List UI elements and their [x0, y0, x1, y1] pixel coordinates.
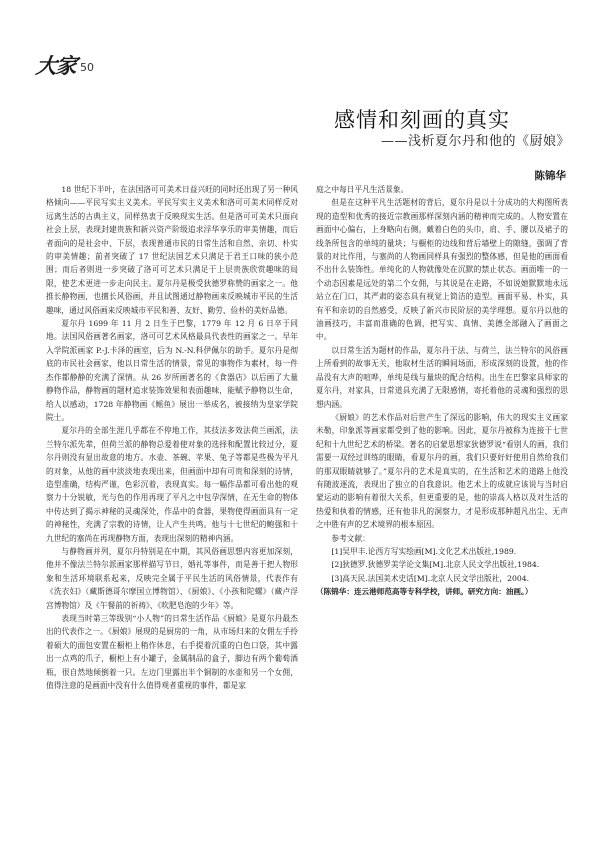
right-column [316, 183, 568, 599]
reference-item: [1]吴甲丰.论西方写实绘画[M].文化艺术出版社,1989. [331, 546, 517, 556]
page-header [36, 50, 94, 80]
author-bio: （陈锦华：连云港师范高等专科学校，讲师。研究方向：油画。） [316, 587, 533, 597]
journal-logo: 大家 [34, 54, 78, 78]
reference-item: [3]高天民.法国美术史话[M].北京人民文学出版社，2004. [331, 573, 530, 583]
paragraph: 庭之中每日平凡生活景象。 [316, 185, 409, 194]
left-column [46, 183, 298, 692]
paragraph: 夏尔丹的全部生涯几乎都在不停地工作，其技法多效法荷兰画派，法兰特尔派先辈，但荷兰派的静物总爱着使对象的选择和配置比较过分，夏尔丹则没有显出故意的地方。水壶、茶碗、苹果、兔子等都是些极为平凡的对象，从他的画中淡淡地表现出来，但画面中却有可贵和深刻的诗情，造型准确，结构严谨，色彩沉着，表现真实。每一幅作品都可看出他的观察力十分锐敏，光与色的作用再现了平凡之中包孕深情，在无生命的物体中传达到了揭示神秘的灵魂深处，作品中的食器，果物使得画面具有一定的神秘性，充满了宗教的诗情，让人产生共鸣。他与十七世纪的鲍强和十九世纪的塞尚在再现静物方面，表现出深刻的精神内涵。 [46, 426, 298, 543]
paragraph: 《厨娘》的艺术作品对后世产生了深远的影响，伟大的现实主义画家米勒，印象派等画家都受到了他的影响。因此，夏尔丹被称为连接于七世纪和十九世纪艺术的桥梁。著名的启蒙思想家狄德罗说“看别人的画，我们需要一双经过训练的眼睛，看夏尔丹的画，我们只要好好使用自然给我们的那双眼睛就够了。”夏尔丹的艺术是真实的，在生活和艺术的道路上他没有随波逐流，表现出了独立的自我意识。他艺术上的成就应该说与当时启蒙运动的影响有着很大关系，但更重要的是，他的崇高人格以及对生活的热爱和执着的情感，还有他非凡的洞察力，才是形成那种超凡出尘、无声之中胜有声的艺术境界的根本原因。 [316, 412, 568, 530]
paragraph: 18 世纪下半叶，在法国洛可可美术日益兴旺的同时还出现了另一种风格倾向——平民写实主义美术。平民写实主义美术和洛可可美术同样反对远离生活的古典主义，同样热衷于反映现实生活。但是洛可可美术只面向社会上层，表现封建贵族和新兴资产阶级追求浮华享乐的审美情趣，而后者面向的是社会中、下层，表现普通市民的日常生活和自然、亲切、朴实的审美情趣；前者突破了 17 世纪法国艺术只满足于君王口味的狭小范围；而后者则进一步突破了洛可可艺术只满足于上层贵族欣赏趣味的局限，使艺术更进一步走向民主。夏尔丹是极受狄德罗称赞的画家之一。他推长静物画，也擅长风俗画，并且试图通过静物画来反映城市平民的生活趣味，通过风俗画来反映城市平民和善、友好、勤劳、俭朴的美好品德。 [46, 185, 298, 315]
article-title: 感情和刻画的真实 [334, 108, 510, 132]
paragraph: 以日常生活为题材的作品，夏尔丹于法、与荷兰，法兰特尔的风俗画上所看到的故事无关，他取材生活的瞬间场面，形成深刻的设置，他的作品没有大声的喧哗，单纯是线与量块的配合结构。出生在巴黎家具师家的夏尔丹，对家具，日常道具充满了无限感情，寄托着他的灵魂和强烈的思想内涵。 [316, 345, 568, 409]
paragraph: 与静物画并列，夏尔丹特别是在中期，其风俗画思想内容更加深刻，他并不像法兰特尔派画家那样描写节日，婚礼等事件，而是善于把人物形象和生活环境联系起来，反映完全属于平民生活的风俗情景，代表作有《洗衣妇》（藏斯德哥尔摩国立博物馆）、《厨娘》、《小孩和陀螺》（藏卢浮宫博物馆）及《午餐前的祈祷》、《吹肥皂泡的少年》等。 [46, 546, 298, 610]
paragraph: 表现当时第三等级别“小人物”的日常生活作品《厨娘》是夏尔丹最杰出的代表作之一。《厨娘》展现的是厨房的一角，从市场归来的女佣左手拎着硕大的面包安置在橱柜上稍作休息，右手提着沉重的白色口袋，其中露出一点鸡的爪子，橱柜上有小罐子，金属制品的盒子，脚边有两个葡萄酒瓶，很自然地倾倒着一只。左边门里露出半个铜制的水壶和另一个女佣，值得注意的是画面中没有什么值得观者重视的事件，都是家 [46, 614, 298, 691]
paragraph: 但是在这种平凡生活题材的背后，夏尔丹是以十分成功的大构图所表现的造型和优秀的接近宗教画那样深刻内涵的精神而完成的。人物安置在画面中心偏右，上身略向右侧。戴着白色的头巾，肩、手、腰以及裙子的线条所包含的单纯的量块；与橱柜的边线和背后墙壁上的隙缝，强调了背景的对比作用，与塞尚的人物画同样具有强烈的整体感，但是他的画面看不出什么装饰性。单纯化的人物就像处在沉默的禁止状态。画面唯一的一个动态因素是远处的第二个女佣，与其说是在走路，不如说她默默地永远站立在门口，其严肃的姿态具有视觉上简洁的造型。画面平易、朴实，具有平和亲切的自然感受，反映了新兴市民阶层的美学理想。夏尔丹以他的油画技巧，丰富而准确的色调，把写实、真情、美德全部融入了画面之中。 [316, 198, 568, 342]
article-author: 陈锦华 [534, 170, 566, 182]
paragraph: 夏尔丹 1699 年 11 月 2 日生于巴黎，1779 年 12 月 6 日卒于同地。法国风俗画著名画家，洛可可艺术风格最具代表性的画家之一。早年入学院派画家 P.-J.卡泽的画室，后为 N.-N.科伊佩尔的助手。夏尔丹是彻底的市民社会画家，他以日常生活的情景，常见的事物作为素材，每一件杰作都静静的充满了深情。从 26 岁所画著名的《食器店》以后画了大量静物作品，静物画的题材追求装饰效果和表面趣味，能赋予静物以生命，给人以感动，1728 年静物画《鳐鱼》展出一举成名，被接纳为皇家学院院士。 [46, 319, 298, 422]
references-heading: 参考文献： [331, 533, 370, 543]
article-subtitle: ——浅析夏尔丹和他的《厨娘》 [380, 134, 570, 149]
page-number: 50 [80, 60, 94, 74]
reference-item: [2]狄德罗.狄德罗美学论文集[M].北京人民文学出版社,1984. [331, 560, 540, 570]
